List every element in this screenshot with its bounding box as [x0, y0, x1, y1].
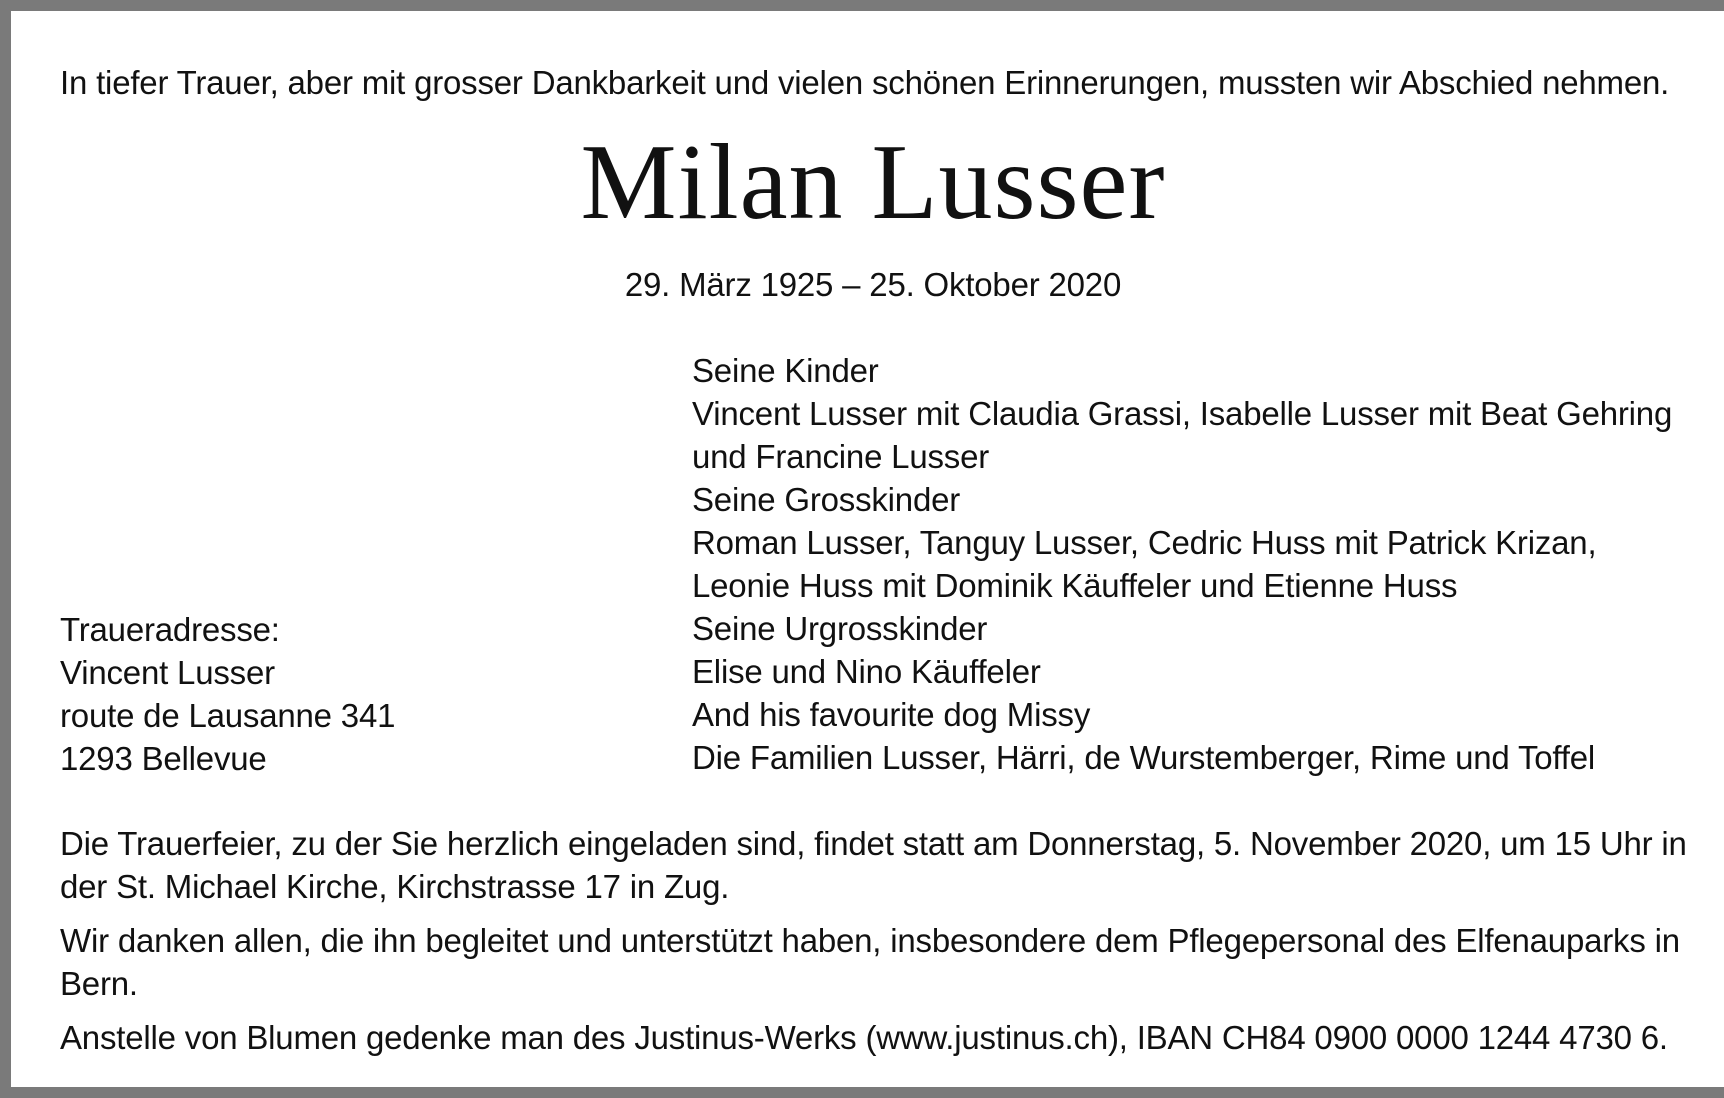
family-line: Die Familien Lusser, Härri, de Wurstemberger, Rime und Toffel — [692, 739, 1596, 776]
family-line: Vincent Lusser mit Claudia Grassi, Isabelle Lusser mit Beat Gehring — [692, 395, 1673, 432]
family-line: Leonie Huss mit Dominik Käuffeler und Etienne Huss — [692, 567, 1458, 604]
family-line: Elise und Nino Käuffeler — [692, 653, 1041, 690]
thanks-paragraph: Wir danken allen, die ihn begleitet und unterstützt haben, insbesondere dem Pflegepersonal des Elfenauparks in Bern. — [60, 922, 1680, 1002]
address-heading: Traueradresse: — [60, 611, 280, 648]
family-line: und Francine Lusser — [692, 438, 990, 475]
family-line: And his favourite dog Missy — [692, 696, 1091, 733]
intro-text: In tiefer Trauer, aber mit grosser Dankbarkeit und vielen schönen Erinnerungen, mussten wir Abschied nehmen. — [60, 64, 1670, 101]
family-line: Roman Lusser, Tanguy Lusser, Cedric Huss mit Patrick Krizan, — [692, 524, 1597, 561]
life-dates: 29. März 1925 – 25. Oktober 2020 — [624, 266, 1122, 303]
family-line-grandchildren-heading: Seine Grosskinder — [692, 481, 961, 518]
family-list — [692, 349, 1712, 779]
family-line-great-grandchildren-heading: Seine Urgrosskinder — [692, 610, 988, 647]
ceremony-paragraph: Die Trauerfeier, zu der Sie herzlich eingeladen sind, findet statt am Donnerstag, 5. November 2020, um 15 Uhr in der St. Michael Kirche, Kirchstrasse 17 in Zug. — [60, 825, 1687, 905]
address-city: 1293 Bellevue — [60, 740, 267, 777]
address-name: Vincent Lusser — [60, 654, 275, 691]
address-street: route de Lausanne 341 — [60, 697, 396, 734]
deceased-name: Milan Lusser — [580, 123, 1166, 242]
donation-paragraph: Anstelle von Blumen gedenke man des Justinus-Werks (www.justinus.ch), IBAN CH84 0900 0000 1244 4730 6. — [60, 1019, 1668, 1056]
family-line-children-heading: Seine Kinder — [692, 352, 879, 389]
mourning-address — [60, 608, 620, 780]
